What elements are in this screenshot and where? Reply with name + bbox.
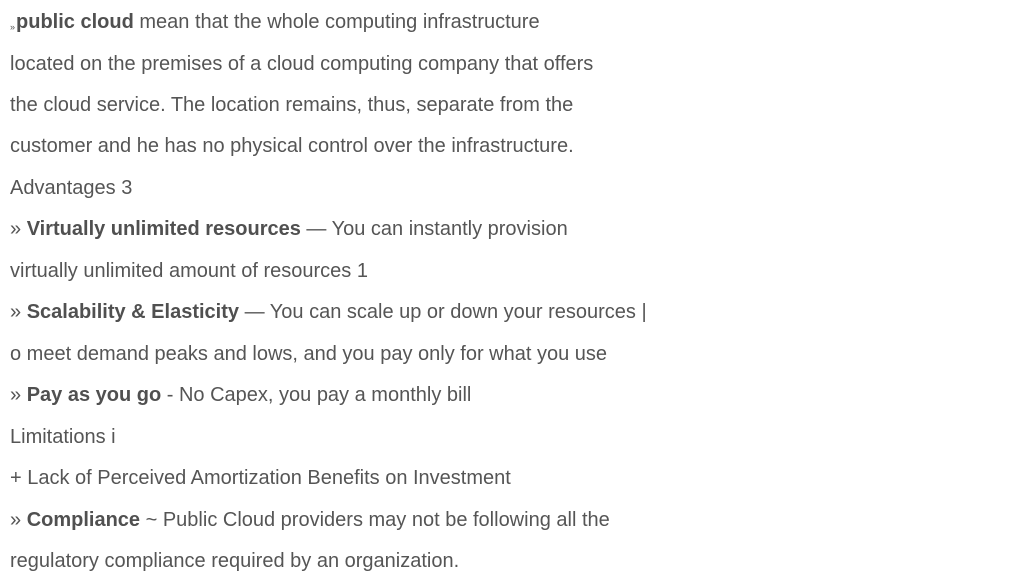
bullet-marker: »	[10, 301, 27, 323]
text-line: the cloud service. The location remains, thus, separate from the	[10, 94, 574, 116]
bullet-line-pay-as-you-go	[10, 383, 471, 407]
line-text: — You can scale up or down your resources |	[239, 301, 647, 323]
bold-term: Pay as you go	[26, 384, 162, 406]
section-heading-limitations: Limitations i	[10, 426, 116, 448]
bold-term: Scalability & Elasticity	[26, 301, 240, 323]
line-text: - No Capex, you pay a monthly bill	[161, 384, 472, 406]
text-line: regulatory compliance required by an organization.	[10, 550, 460, 572]
section-heading-advantages: Advantages 3	[10, 177, 133, 199]
text-line: o meet demand peaks and lows, and you pay only for what you use	[10, 343, 608, 365]
bullet-marker: »	[10, 218, 27, 240]
line-text: mean that the whole computing infrastructure	[133, 11, 540, 33]
text-line: virtually unlimited amount of resources 1	[10, 260, 368, 282]
bullet-line-compliance	[10, 508, 610, 532]
bullet-marker: »	[10, 22, 16, 32]
line-text: ~ Public Cloud providers may not be following all the	[140, 509, 610, 531]
bold-term: Compliance	[26, 509, 141, 531]
bold-term: public cloud	[16, 11, 134, 33]
bullet-line-unlimited-resources	[10, 217, 568, 241]
bullet-marker: »	[10, 384, 27, 406]
text-line-public-cloud	[10, 10, 540, 39]
bullet-line-scalability	[10, 300, 647, 324]
line-text: — You can instantly provision	[300, 218, 568, 240]
text-line: customer and he has no physical control over the infrastructure.	[10, 135, 574, 157]
bold-term: Virtually unlimited resources	[26, 218, 301, 240]
bullet-marker: »	[10, 509, 27, 531]
text-line: + Lack of Perceived Amortization Benefits on Investment	[10, 467, 511, 489]
text-line: located on the premises of a cloud computing company that offers	[10, 53, 594, 75]
